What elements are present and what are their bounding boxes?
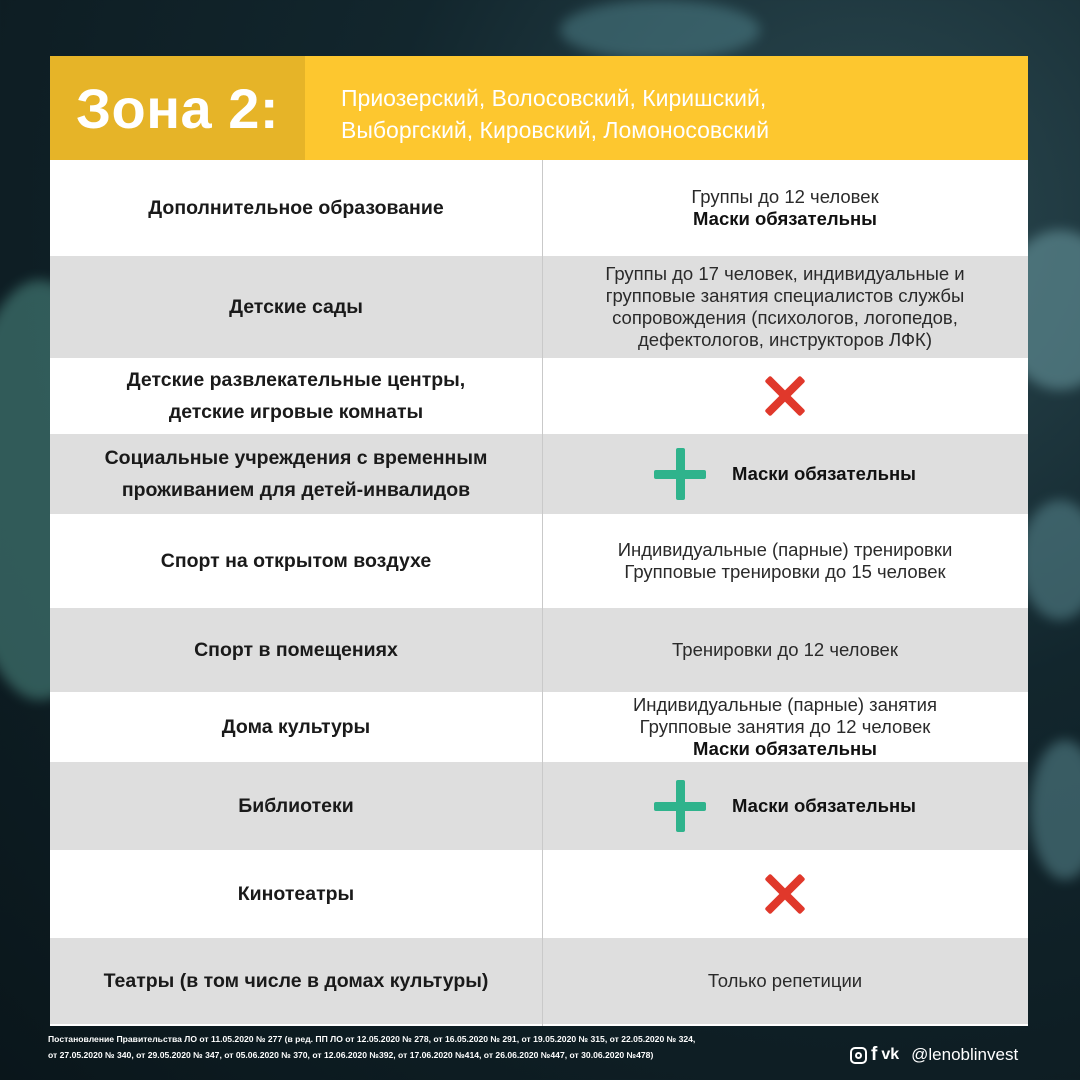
row-value-line: Групповые тренировки до 15 человек [624,561,946,582]
masks-required-text: Маски обязательны [693,208,877,229]
row-value-line: Индивидуальные (парные) тренировки [617,539,953,560]
row-value [542,692,1028,762]
row-value-line: Только репетиции [707,970,863,991]
table-row [50,160,1028,256]
row-label-line: Театры (в том числе в домах культуры) [103,970,489,992]
background-blob [1030,740,1080,880]
row-value-line: групповые занятия специалистов службы [605,285,965,306]
table-row [50,938,1028,1024]
row-value-line: Тренировки до 12 человек [672,639,898,660]
instagram-icon[interactable] [850,1047,867,1064]
restrictions-table [50,160,1028,1024]
row-label-line: Дополнительное образование [148,197,444,219]
zone-title: Зона 2: [75,76,280,140]
background-blob [1020,500,1080,620]
table-row [50,434,1028,514]
table-row [50,762,1028,850]
social-handle[interactable]: @lenoblinvest [911,1045,1019,1064]
row-label [50,256,542,358]
row-label [50,514,542,608]
row-value-line: Группы до 12 человек [691,186,879,207]
row-label [50,692,542,762]
row-value [542,256,1028,358]
row-value [542,850,1028,938]
row-label-line: Социальные учреждения с временным [104,447,488,469]
background-blob [560,0,760,60]
cross-icon [762,871,808,917]
table-row [50,256,1028,358]
row-value-line: Индивидуальные (парные) занятия [633,694,937,715]
allowed-with-masks [654,780,916,832]
plus-icon [654,780,706,832]
row-label [50,160,542,256]
zone-header [50,56,1028,160]
legal-note-line: от 27.05.2020 № 340, от 29.05.2020 № 347, от 05.06.2020 № 370, от 12.06.2020 №392, от 17.06.2020 №414, от 26.06.2020 №447, от 30.06.2020 №478) [48,1050,654,1060]
row-value [542,160,1028,256]
row-label [50,434,542,514]
row-label-line: Детские развлекательные центры, [126,369,466,391]
social-links [850,1044,1018,1066]
table-row [50,514,1028,608]
row-value [542,358,1028,434]
plus-icon [654,448,706,500]
row-label-line: Дома культуры [221,716,371,738]
table-row [50,358,1028,434]
vk-icon[interactable]: vk [881,1046,900,1063]
facebook-icon[interactable]: f [871,1044,878,1065]
legal-note [48,1031,838,1063]
row-value-line: дефектологов, инструкторов ЛФК) [637,329,932,350]
table-row [50,692,1028,762]
table-row [50,608,1028,692]
masks-required-text: Маски обязательны [693,738,877,759]
row-label [50,358,542,434]
masks-required-text: Маски обязательны [732,463,916,484]
row-value [542,608,1028,692]
info-card [50,56,1028,1026]
districts-line: Выборгский, Кировский, Ломоносовский [341,117,770,143]
row-label-line: Библиотеки [238,795,354,817]
row-label [50,608,542,692]
row-label-line: Спорт в помещениях [194,639,398,661]
row-label-line: Спорт на открытом воздухе [160,550,432,572]
districts-line: Приозерский, Волосовский, Киришский, [341,85,767,111]
row-value-line: Группы до 17 человек, индивидуальные и [605,263,965,284]
row-label [50,762,542,850]
row-value [542,938,1028,1024]
row-value-line: сопровождения (психологов, логопедов, [612,307,958,328]
row-label-line: Кинотеатры [237,883,355,905]
row-label [50,938,542,1024]
row-value-line: Групповые занятия до 12 человек [639,716,931,737]
row-label-line: Детские сады [229,296,363,318]
column-divider [542,160,543,1026]
zone-title-block [50,56,305,160]
row-label [50,850,542,938]
table-row [50,850,1028,938]
zone-districts [305,56,1028,160]
row-label-line: проживанием для детей-инвалидов [121,479,471,501]
row-value [542,762,1028,850]
row-value [542,514,1028,608]
row-value [542,434,1028,514]
allowed-with-masks [654,448,916,500]
legal-note-line: Постановление Правительства ЛО от 11.05.2020 № 277 (в ред. ПП ЛО от 12.05.2020 № 278, от 16.05.2020 № 291, от 19.05.2020 № 315, от 22.05.2020 № 324, [48,1034,696,1044]
masks-required-text: Маски обязательны [732,795,916,816]
row-label-line: детские игровые комнаты [168,401,424,423]
cross-icon [762,373,808,419]
